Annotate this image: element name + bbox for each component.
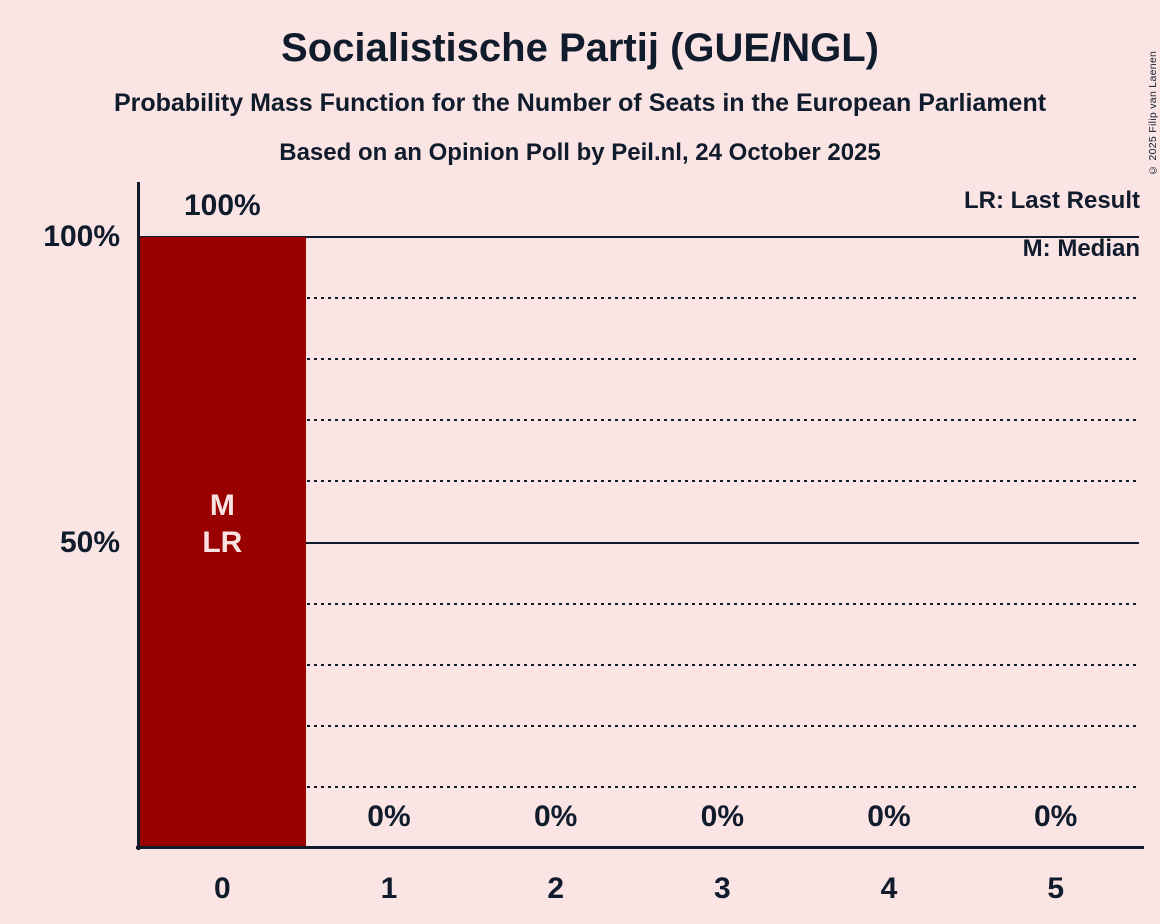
value-label-seat-3: 0% — [700, 800, 744, 833]
x-axis-label-seat-0: 0 — [213, 872, 231, 905]
column-seat-0 — [139, 189, 306, 905]
x-axis-label-seat-1: 1 — [380, 872, 398, 905]
value-label-seat-1: 0% — [367, 800, 411, 833]
x-axis-label-seat-5: 5 — [1047, 872, 1064, 905]
bar-annotation-line: LR — [202, 526, 243, 559]
x-axis-label-seat-2: 2 — [547, 872, 564, 905]
value-label-seat-2: 0% — [533, 800, 578, 833]
y-axis-label-50: 50% — [59, 525, 120, 559]
y-axis-label-100: 100% — [43, 220, 120, 253]
value-label-seat-0: 100% — [183, 189, 261, 222]
chart-source-line: Based on an Opinion Poll by Peil.nl, 24 October 2025 — [279, 139, 881, 166]
chart-title: Socialistische Partij (GUE/NGL) — [281, 26, 879, 70]
legend-last-result: LR: Last Result — [963, 187, 1140, 214]
legend-median: M: Median — [1022, 235, 1140, 262]
value-label-seat-4: 0% — [867, 800, 911, 833]
bar-annotation-line: M — [209, 489, 235, 522]
value-label-seat-5: 0% — [1033, 800, 1078, 833]
x-axis-label-seat-3: 3 — [713, 872, 731, 905]
y-axis-line — [137, 182, 140, 850]
bar-annotation-seat-0 — [139, 487, 306, 561]
chart-subtitle: Probability Mass Function for the Number of Seats in the European Parliament — [113, 89, 1047, 117]
y-axis-labels — [0, 220, 120, 848]
x-axis-label-seat-4: 4 — [880, 872, 898, 905]
x-axis-line — [136, 846, 1144, 849]
copyright-text: © 2025 Filip van Laenen — [1147, 50, 1159, 176]
